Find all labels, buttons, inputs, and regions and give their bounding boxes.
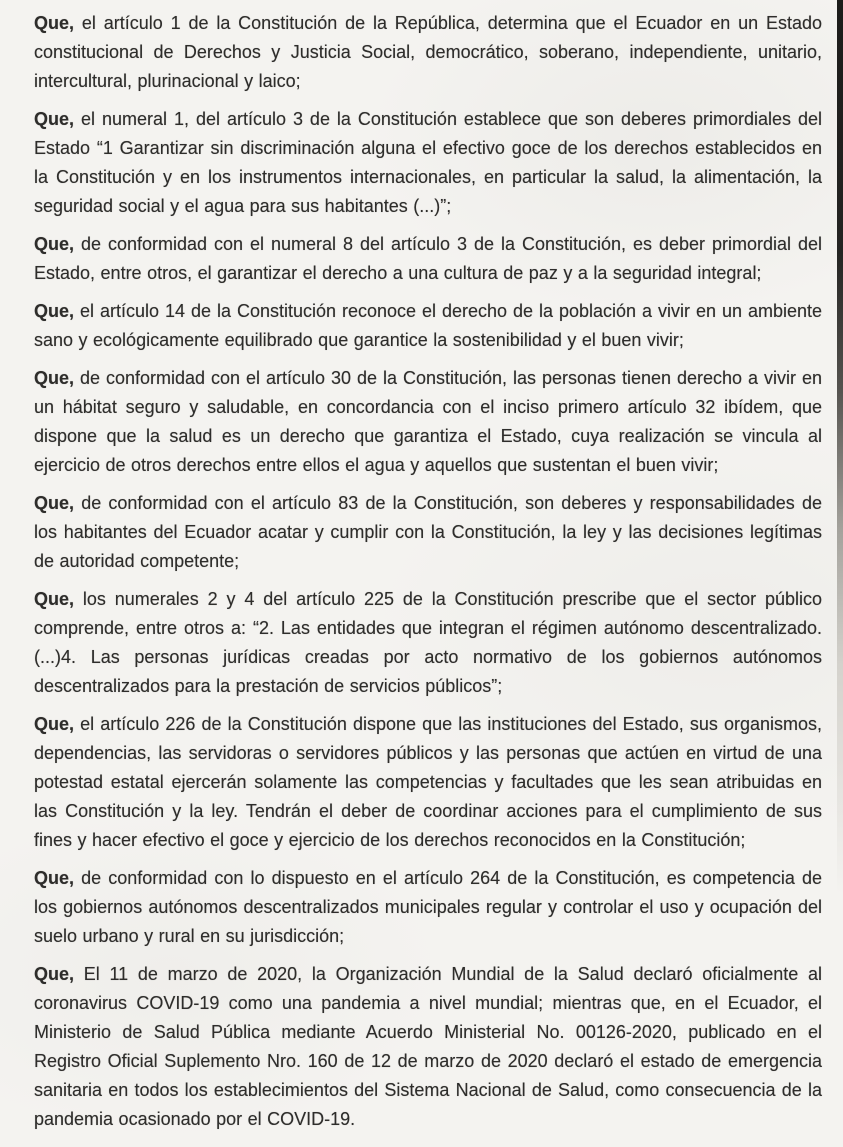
paragraph-lead: Que, (34, 368, 75, 388)
paragraph-lead: Que, (34, 493, 75, 513)
paragraph-body: el artículo 1 de la Constitución de la República, determina que el Ecuador en un Estado constitucional de Derechos y Justicia Social, democrático, soberano, independiente, unitario, intercultural, plurinacional y laico; (34, 13, 822, 91)
paragraph-body: de conformidad con el numeral 8 del artículo 3 de la Constitución, es deber primordial del Estado, entre otros, el garantizar el derecho a una cultura de paz y a la seguridad integral; (34, 234, 822, 283)
whereas-paragraph-5 (34, 364, 822, 480)
paragraph-body: el numeral 1, del artículo 3 de la Constitución establece que son deberes primordiales del Estado “1 Garantizar sin discriminación alguna el efectivo goce de los derechos establecidos en la Constitución y en los instrumentos internacionales, en particular la salud, la alimentación, la seguridad social y el agua para sus habitantes (...)”; (34, 109, 822, 216)
paragraph-body: de conformidad con lo dispuesto en el artículo 264 de la Constitución, es competencia de los gobiernos autónomos descentralizados municipales regular y controlar el uso y ocupación del suelo urbano y rural en su jurisdicción; (34, 868, 822, 946)
paragraph-lead: Que, (34, 868, 75, 888)
whereas-paragraph-2 (34, 105, 822, 221)
whereas-paragraph-8 (34, 710, 822, 855)
paragraph-body: El 11 de marzo de 2020, la Organización Mundial de la Salud declaró oficialmente al coronavirus COVID-19 como una pandemia a nivel mundial; mientras que, en el Ecuador, el Ministerio de Salud Pública mediante Acuerdo Ministerial No. 00126-2020, publicado en el Registro Oficial Suplemento Nro. 160 de 12 de marzo de 2020 declaró el estado de emergencia sanitaria en todos los establecimientos del Sistema Nacional de Salud, como consecuencia de la pandemia ocasionado por el COVID-19. (34, 964, 822, 1129)
scan-edge-artifact (837, 0, 843, 1147)
paragraph-lead: Que, (34, 964, 75, 984)
whereas-paragraph-1 (34, 9, 822, 96)
paragraph-body: de conformidad con el artículo 30 de la Constitución, las personas tienen derecho a vivir en un hábitat seguro y saludable, en concordancia con el inciso primero artículo 32 ibídem, que dispone que la salud es un derecho que garantiza el Estado, cuya realización se vincula al ejercicio de otros derechos entre ellos el agua y aquellos que sustentan el buen vivir; (34, 368, 822, 475)
paragraph-body: los numerales 2 y 4 del artículo 225 de la Constitución prescribe que el sector público comprende, entre otros a: “2. Las entidades que integran el régimen autónomo descentralizado. (...)4. Las personas jurídicas creadas por acto normativo de los gobiernos autónomos descentralizados para la prestación de servicios públicos”; (34, 589, 822, 696)
whereas-paragraph-6 (34, 489, 822, 576)
paragraph-body: el artículo 226 de la Constitución dispone que las instituciones del Estado, sus organismos, dependencias, las servidoras o servidores públicos y las personas que actúen en virtud de una potestad estatal ejercerán solamente las competencias y facultades que les sean atribuidas en las Constitución y la ley. Tendrán el deber de coordinar acciones para el cumplimiento de sus fines y hacer efectivo el goce y ejercicio de los derechos reconocidos en la Constitución; (34, 714, 822, 850)
paragraph-lead: Que, (34, 589, 75, 609)
paragraph-lead: Que, (34, 714, 75, 734)
paragraph-lead: Que, (34, 13, 75, 33)
whereas-paragraph-10 (34, 960, 822, 1134)
paragraph-body: el artículo 14 de la Constitución reconoce el derecho de la población a vivir en un ambiente sano y ecológicamente equilibrado que garantice la sostenibilidad y el buen vivir; (34, 301, 822, 350)
whereas-paragraph-7 (34, 585, 822, 701)
paragraph-lead: Que, (34, 301, 75, 321)
paragraph-lead: Que, (34, 109, 75, 129)
whereas-paragraph-4 (34, 297, 822, 355)
whereas-paragraph-3 (34, 230, 822, 288)
paragraph-lead: Que, (34, 234, 75, 254)
paragraph-body: de conformidad con el artículo 83 de la Constitución, son deberes y responsabilidades de los habitantes del Ecuador acatar y cumplir con la Constitución, la ley y las decisiones legítimas de autoridad competente; (34, 493, 822, 571)
whereas-paragraph-9 (34, 864, 822, 951)
